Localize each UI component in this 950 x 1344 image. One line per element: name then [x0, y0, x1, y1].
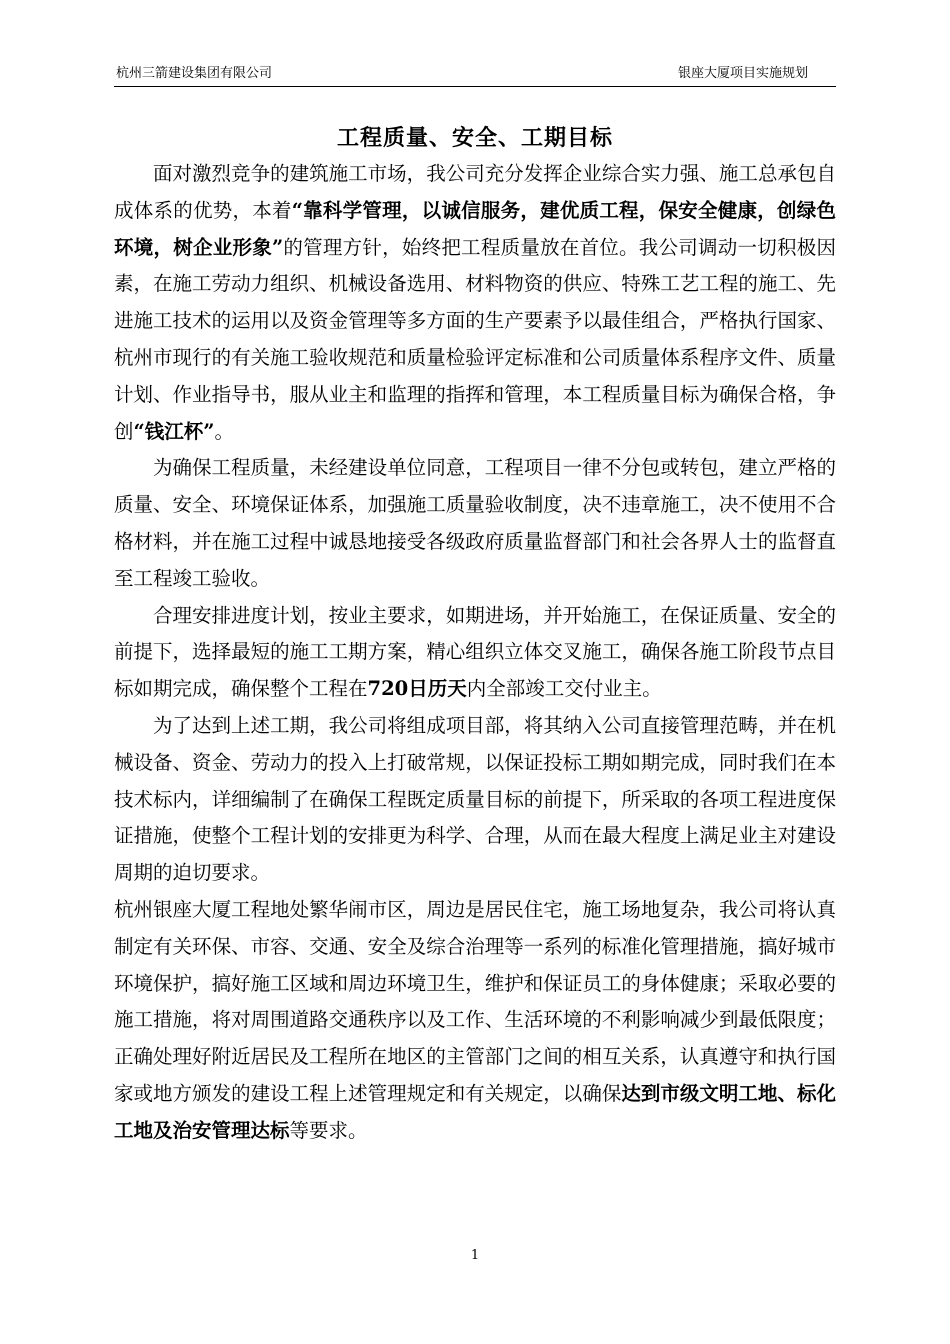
qianjiang-cup-emphasis: “钱江杯” — [133, 419, 215, 443]
document-body — [114, 156, 836, 1150]
paragraph-text: 杭州银座大厦工程地处繁华闹市区，周边是居民住宅，施工场地复杂，我公司将认真制定有关环保、市容、交通、安全及综合治理等一系列的标准化管理措施，搞好城市环境保护，搞好施工区域和周边环境卫生，维护和保证员工的身体健康；采取必要的施工措施，将对周围道路交通秩序以及工作、生活环境的不利影响减少到最低限度；正确处理好附近居民及工程所在地区的主管部门之间的相互关系，认真遵守和执行国家或地方颁发的建设工程上述管理规定和有关规定，以确保 — [114, 897, 836, 1105]
paragraph-text: 合理安排进度计划，按业主要求，如期进场，并开始施工，在保证质量、安全的前提下，选择最短的施工工期方案，精心组织立体交叉施工，确保各施工阶段节点目标如期完成，确保整个工程在 — [114, 603, 836, 701]
header-document-title: 银座大厦项目实施规划 — [677, 66, 808, 81]
paragraph-quality-assurance: 为确保工程质量，未经建设单位同意，工程项目一律不分包或转包，建立严格的质量、安全、环境保证体系，加强施工质量验收制度，决不违章施工，决不使用不合格材料，并在施工过程中诚恳地接受各级政府质量监督部门和社会各界人士的监督直至工程竣工验收。 — [114, 456, 836, 590]
page-header — [114, 64, 836, 87]
paragraph-text: 等要求。 — [289, 1118, 368, 1142]
paragraph-schedule-plan — [114, 598, 836, 708]
paragraph-text: 。 — [214, 419, 234, 443]
header-company-name: 杭州三箭建设集团有限公司 — [116, 66, 273, 81]
paragraph-schedule-measures: 为了达到上述工期，我公司将组成项目部，将其纳入公司直接管理范畴，并在机械设备、资金、劳动力的投入上打破常规，以保证投标工期如期完成，同时我们在本技术标内，详细编制了在确保工程既定质量目标的前提下，所采取的各项工程进度保证措施，使整个工程计划的安排更为科学、合理，从而在最大程度上满足业主对建设周期的迫切要求。 — [114, 713, 836, 885]
paragraph-quality-policy — [114, 156, 836, 450]
section-title: 工程质量、安全、工期目标 — [336, 125, 613, 151]
management-policy-emphasis: “靠科学管理，以诚信服务，建优质工程，保安全健康，创绿色环境，树企业形象” — [114, 198, 836, 259]
paragraph-site-management — [114, 892, 836, 1150]
page-number: 1 — [470, 1248, 480, 1263]
civilized-site-emphasis: 达到市级文明工地、标化工地及治安管理达标 — [114, 1081, 836, 1142]
paragraph-text: 面对激烈竞争的建筑施工市场，我公司充分发挥企业综合实力强、施工总承包自成体系的优势，本着 — [114, 162, 836, 222]
paragraph-text: 内全部竣工交付业主。 — [466, 677, 662, 701]
paragraph-text: 的管理方针，始终把工程质量放在首位。我公司调动一切积极因素，在施工劳动力组织、机械设备选用、材料物资的供应、特殊工艺工程的施工、先进施工技术的运用以及资金管理等多方面的生产要素予以最佳组合，严格执行国家、杭州市现行的有关施工验收规范和质量检验评定标准和公司质量体系程序文件、质量计划、作业指导书，服从业主和监理的指挥和管理，本工程质量目标为确保合格，争创 — [114, 235, 836, 443]
duration-emphasis: 720日历天 — [367, 677, 467, 701]
